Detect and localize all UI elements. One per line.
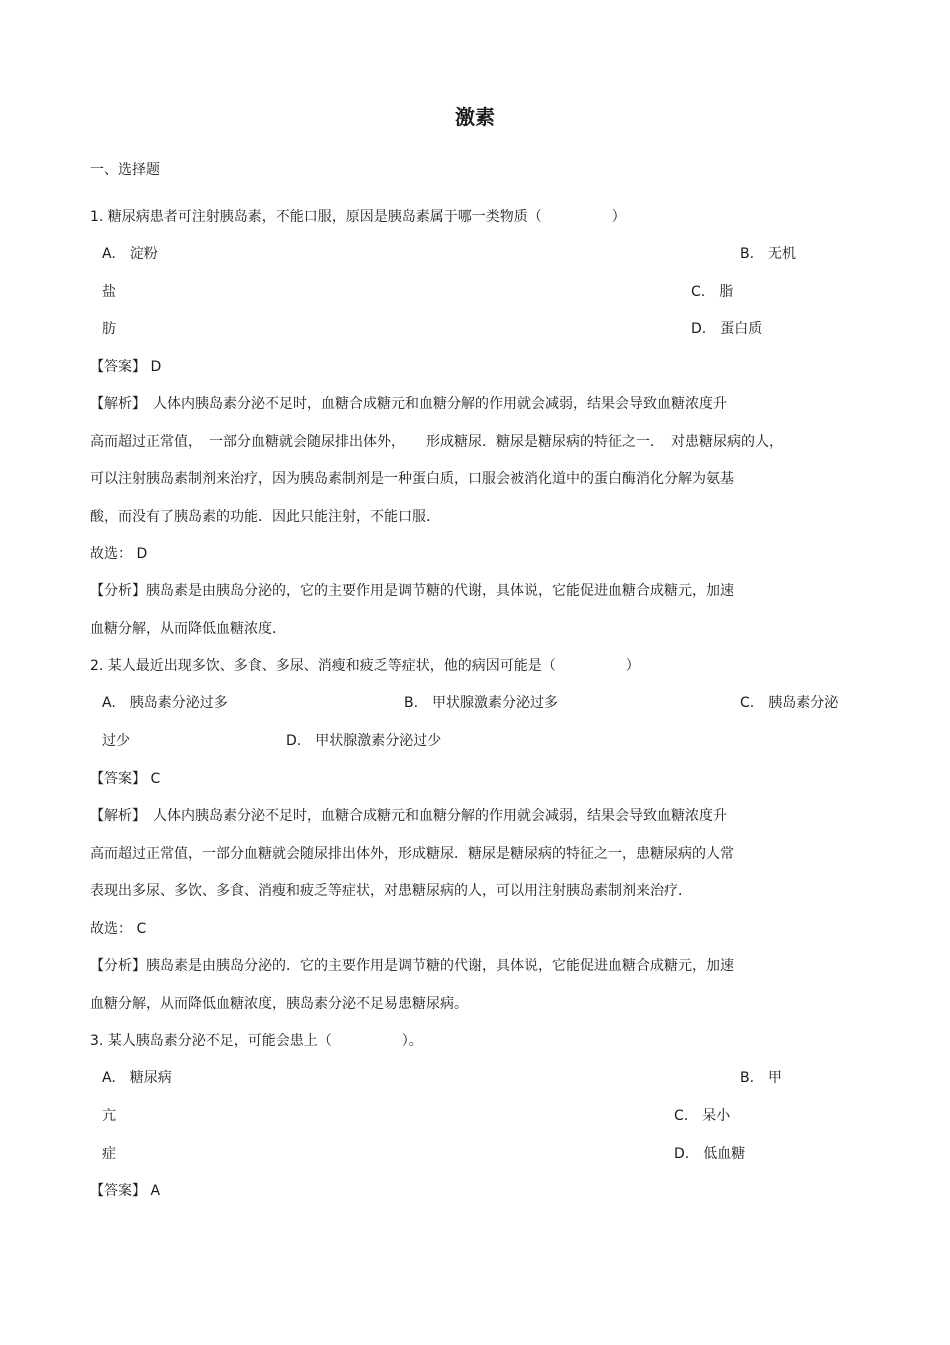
- question-2-analysis-line: 【分析】胰岛素是由胰岛分泌的．它的主要作用是调节糖的代谢，具体说，它能促进血糖合成糖元，加速: [90, 958, 734, 974]
- section-heading: 一、选择题: [90, 162, 160, 178]
- question-3-option-b: B. 甲: [740, 1070, 783, 1086]
- question-2-analysis-line: 血糖分解，从而降低血糖浓度，胰岛素分泌不足易患糖尿病。: [90, 996, 468, 1012]
- question-1-explanation-line: 【解析】 人体内胰岛素分泌不足时，血糖合成糖元和血糖分解的作用就会减弱，结果会导致血糖浓度升: [90, 396, 727, 412]
- question-3-stem: 3. 某人胰岛素分泌不足，可能会患上（ ）。: [90, 1033, 423, 1049]
- question-2-choice: 故选： C: [90, 921, 147, 937]
- question-1-answer: 【答案】 D: [90, 359, 162, 375]
- question-1-choice: 故选： D: [90, 546, 148, 562]
- question-3-option-b-wrap: 亢: [102, 1108, 116, 1124]
- question-1-option-d: D. 蛋白质: [691, 321, 763, 337]
- question-2-option-c-wrap: 过少: [102, 733, 130, 749]
- question-1-option-a: A. 淀粉: [102, 246, 158, 262]
- question-1-analysis-line: 【分析】胰岛素是由胰岛分泌的，它的主要作用是调节糖的代谢，具体说，它能促进血糖合成糖元，加速: [90, 583, 734, 599]
- question-2-answer: 【答案】 C: [90, 771, 161, 787]
- question-2-explanation-line: 表现出多尿、多饮、多食、消瘦和疲乏等症状，对患糖尿病的人，可以用注射胰岛素制剂来治疗．: [90, 883, 692, 899]
- question-1-explanation-line: 可以注射胰岛素制剂来治疗，因为胰岛素制剂是一种蛋白质，口服会被消化道中的蛋白酶消化分解为氨基: [90, 471, 734, 487]
- question-3-option-c-wrap: 症: [102, 1146, 116, 1162]
- question-2-option-c: C. 胰岛素分泌: [740, 695, 839, 711]
- question-1-option-b-wrap: 盐: [102, 284, 116, 300]
- question-1-option-c: C. 脂: [691, 284, 734, 300]
- question-1-analysis-line: 血糖分解，从而降低血糖浓度．: [90, 621, 286, 637]
- question-1-option-c-wrap: 肪: [102, 321, 116, 337]
- question-2-explanation-line: 【解析】 人体内胰岛素分泌不足时，血糖合成糖元和血糖分解的作用就会减弱，结果会导致血糖浓度升: [90, 808, 727, 824]
- question-1-explanation-line: 高而超过正常值， 一部分血糖就会随尿排出体外， 形成糖尿．糖尿是糖尿病的特征之一． 对患糖尿病的人，: [90, 434, 783, 450]
- question-3-option-a: A. 糖尿病: [102, 1070, 172, 1086]
- question-2-explanation-line: 高而超过正常值，一部分血糖就会随尿排出体外，形成糖尿．糖尿是糖尿病的特征之一，患糖尿病的人常: [90, 846, 734, 862]
- question-1-explanation-line: 酸，而没有了胰岛素的功能．因此只能注射，不能口服．: [90, 509, 440, 525]
- question-2-option-b: B. 甲状腺激素分泌过多: [404, 695, 559, 711]
- question-2-stem: 2. 某人最近出现多饮、多食、多尿、消瘦和疲乏等症状，他的病因可能是（ ）: [90, 658, 640, 674]
- question-2-option-a: A. 胰岛素分泌过多: [102, 695, 228, 711]
- question-2-option-d: D. 甲状腺激素分泌过少: [286, 733, 442, 749]
- question-1-option-b: B. 无机: [740, 246, 797, 262]
- question-3-answer: 【答案】 A: [90, 1183, 161, 1199]
- question-1-stem: 1. 糖尿病患者可注射胰岛素，不能口服，原因是胰岛素属于哪一类物质（ ）: [90, 209, 626, 225]
- question-3-option-c: C. 呆小: [674, 1108, 731, 1124]
- question-3-option-d: D. 低血糖: [674, 1146, 746, 1162]
- document-title: 激素: [455, 105, 495, 129]
